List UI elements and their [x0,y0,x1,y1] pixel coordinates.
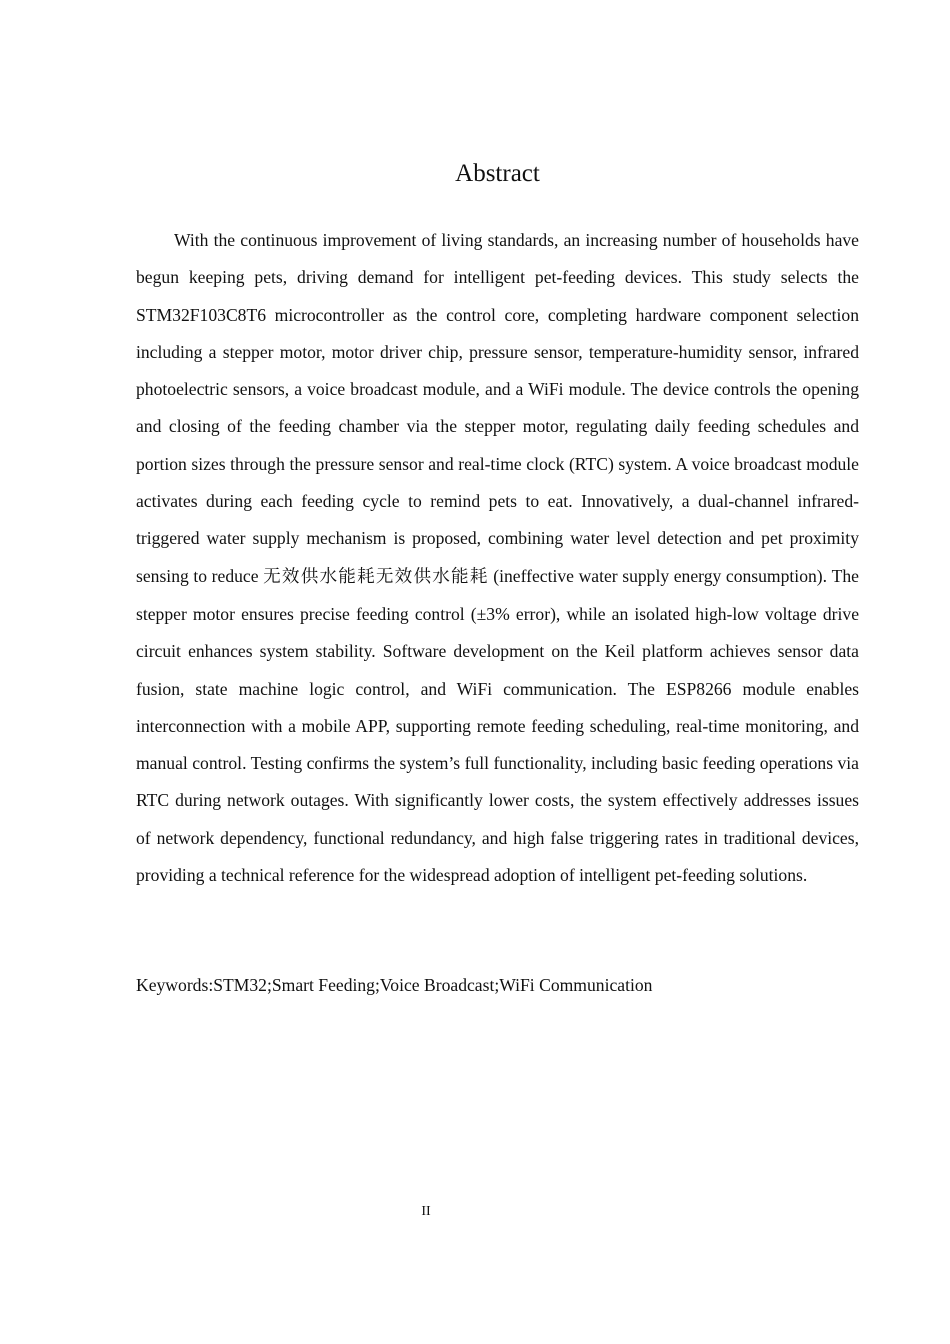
abstract-text-part-2: (ineffective water supply energy consumption). The stepper motor ensures precise feeding control (±3% error), while an isolated high-low voltage drive circuit enhances system stability. Software development on the Keil platform achieves sensor data fusion, state machine logic control, and WiFi communication. The ESP8266 module enables interconnection with a mobile APP, supporting remote feeding scheduling, real-time monitoring, and manual control. Testing confirms the system’s full functionality, including basic feeding operations via RTC during network outages. With significantly lower costs, the system effectively addresses issues of network dependency, functional redundancy, and high false triggering rates in traditional devices, providing a technical reference for the widespread adoption of intelligent pet-feeding solutions. [136,565,859,886]
page-number: II [421,1204,431,1219]
abstract-title: Abstract [455,160,540,187]
abstract-text-part-1: With the continuous improvement of living standards, an increasing number of households have begun keeping pets, driving demand for intelligent pet-feeding devices. This study selects the STM32F103C8T6 microcontroller as the control core, completing hardware component selection including a stepper motor, motor driver chip, pressure sensor, temperature-humidity sensor, infrared photoelectric sensors, a voice broadcast module, and a WiFi module. The device controls the opening and closing of the feeding chamber via the stepper motor, regulating daily feeding schedules and portion sizes through the pressure sensor and real-time clock (RTC) system. A voice broadcast module activates during each feeding cycle to remind pets to eat. Innovatively, a dual-channel infrared-triggered water supply mechanism is proposed, combining water level detection and pet proximity sensing to reduce [136,230,859,586]
abstract-body [136,222,859,894]
keywords-line: Keywords:STM32;Smart Feeding;Voice Broadcast;WiFi Communication [136,975,653,995]
abstract-cjk-phrase: 无效供水能耗无效供水能耗 [263,566,489,587]
